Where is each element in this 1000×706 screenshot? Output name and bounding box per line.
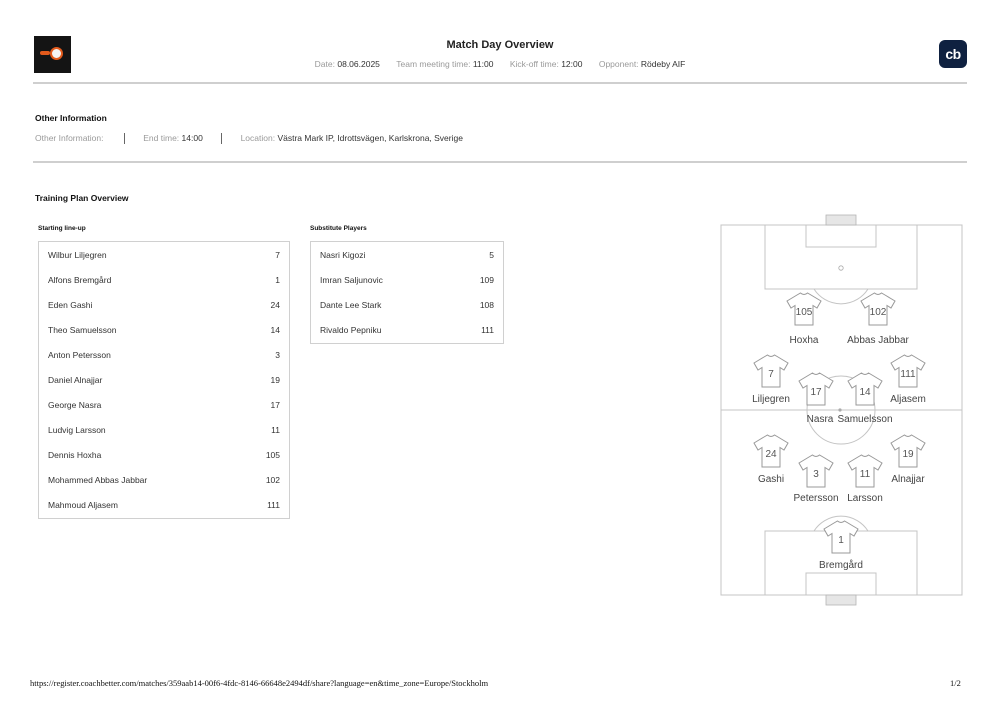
player-name: Mahmoud Aljasem [48,500,118,511]
page-title: Match Day Overview [446,39,554,51]
player-row [39,317,289,342]
formation-pitch [720,214,963,607]
football-icon [50,47,63,60]
jersey-number: 1 [838,535,844,546]
top-goal-box [806,225,876,247]
player-row [39,493,289,518]
formation-player-name: Larsson [847,493,883,504]
header-divider [33,82,967,84]
club-logo [34,36,71,73]
kickoff-label: Kick-off time: [509,59,559,69]
player-number: 19 [270,375,280,386]
coachbetter-logo: cb [939,40,967,68]
player-name: George Nasra [48,400,102,411]
formation-player [819,521,863,571]
bottom-goal-box [806,573,876,595]
starting-lineup-table [38,241,290,519]
player-row [39,418,289,443]
formation-player [847,455,883,504]
footer-url[interactable]: https://register.coachbetter.com/matches/359aab14-00f6-4fdc-8146-66648e2494df/share?language=en&time_zone=Europe/Stockholm [30,678,489,688]
substitutes-title: Substitute Players [310,225,367,232]
player-row [39,393,289,418]
jersey-number: 11 [859,469,871,480]
jersey-number: 19 [902,449,914,460]
page-number: 1/2 [950,678,961,688]
player-name: Nasri Kigozi [320,249,366,260]
formation-player-name: Nasra [806,414,834,425]
top-penalty-spot [839,266,843,270]
formation-player [793,455,838,504]
top-penalty-box [765,225,917,289]
player-name: Alfons Bremgård [48,274,112,285]
divider [124,133,125,144]
other-info-row [35,133,463,144]
formation-player-name: Gashi [757,474,785,485]
jersey-number: 7 [768,369,774,380]
date-label: Date: [314,59,335,69]
player-number: 108 [479,299,494,310]
player-name: Daniel Alnajjar [48,375,103,386]
jersey-number: 111 [900,369,916,380]
formation-player-name: Abbas Jabbar [847,335,909,346]
formation-player-name: Alnajjar [891,474,925,485]
info-label: Other Information: [35,133,104,143]
match-meta [200,59,800,69]
player-number: 1 [275,274,280,285]
bottom-goal-net [826,595,856,605]
player-number: 17 [270,400,280,411]
player-name: Imran Saljunovic [320,274,383,285]
player-number: 24 [270,299,280,310]
formation-players [752,293,926,571]
player-number: 3 [275,349,280,360]
player-name: Dante Lee Stark [320,299,382,310]
training-plan-title: Training Plan Overview [35,193,129,203]
player-name: Dennis Hoxha [48,450,102,461]
top-goal-net [826,215,856,225]
player-number: 14 [270,324,280,335]
player-row [39,468,289,493]
jersey-number: 3 [813,469,819,480]
location-label: Location: [240,133,276,143]
player-row [311,317,503,342]
centre-spot [838,408,841,411]
player-name: Anton Petersson [48,349,111,360]
player-number: 111 [481,324,494,335]
divider [221,133,222,144]
player-number: 5 [489,249,494,260]
formation-player [754,435,788,485]
location-value: Västra Mark IP, Idrottsvägen, Karlskrona, Sverige [277,133,463,143]
formation-player-name: Petersson [793,493,839,504]
top-penalty-arc [814,289,868,304]
section-divider [33,161,967,163]
meeting-label: Team meeting time: [396,59,471,69]
player-name: Rivaldo Pepniku [320,324,382,335]
player-name: Theo Samuelsson [48,324,117,335]
opponent-value: Rödeby AIF [640,59,686,69]
formation-player-name: Aljasem [890,394,926,405]
end-time-value: 14:00 [181,133,203,143]
player-row [39,342,289,367]
player-name: Mohammed Abbas Jabbar [48,475,148,486]
other-info-title: Other Information [35,113,107,123]
player-number: 109 [479,274,494,285]
end-time-label: End time: [143,133,180,143]
player-number: 102 [265,475,280,486]
player-number: 7 [275,249,280,260]
player-name: Eden Gashi [48,299,93,310]
logo-swoosh-icon [40,51,50,55]
jersey-number: 105 [795,307,813,318]
substitutes-table [310,241,504,344]
formation-player [837,373,892,425]
player-name: Ludvig Larsson [48,425,106,436]
date-value: 08.06.2025 [337,59,380,69]
player-row [311,242,503,267]
formation-player [799,373,834,425]
formation-player-name: Bremgård [819,560,863,571]
player-number: 11 [271,425,280,436]
formation-player [891,435,925,485]
player-row [311,292,503,317]
kickoff-value: 12:00 [561,59,583,69]
formation-player [787,293,821,346]
player-row [311,267,503,292]
player-name: Wilbur Liljegren [48,249,107,260]
jersey-number: 102 [869,307,887,318]
jersey-number: 14 [859,387,871,398]
player-number: 111 [267,500,280,511]
formation-player-name: Hoxha [789,335,819,346]
meeting-value: 11:00 [472,59,494,69]
player-row [39,267,289,292]
player-row [39,367,289,392]
player-row [39,443,289,468]
player-number: 105 [265,450,280,461]
formation-player-name: Samuelsson [837,414,893,425]
opponent-label: Opponent: [598,59,639,69]
formation-player-name: Liljegren [752,394,790,405]
starting-lineup-title: Starting line-up [38,225,86,232]
jersey-number: 17 [810,387,822,398]
formation-player [752,355,790,405]
jersey-number: 24 [765,449,777,460]
player-row [39,292,289,317]
formation-player [890,355,926,405]
formation-player [847,293,909,346]
player-row [39,242,289,267]
